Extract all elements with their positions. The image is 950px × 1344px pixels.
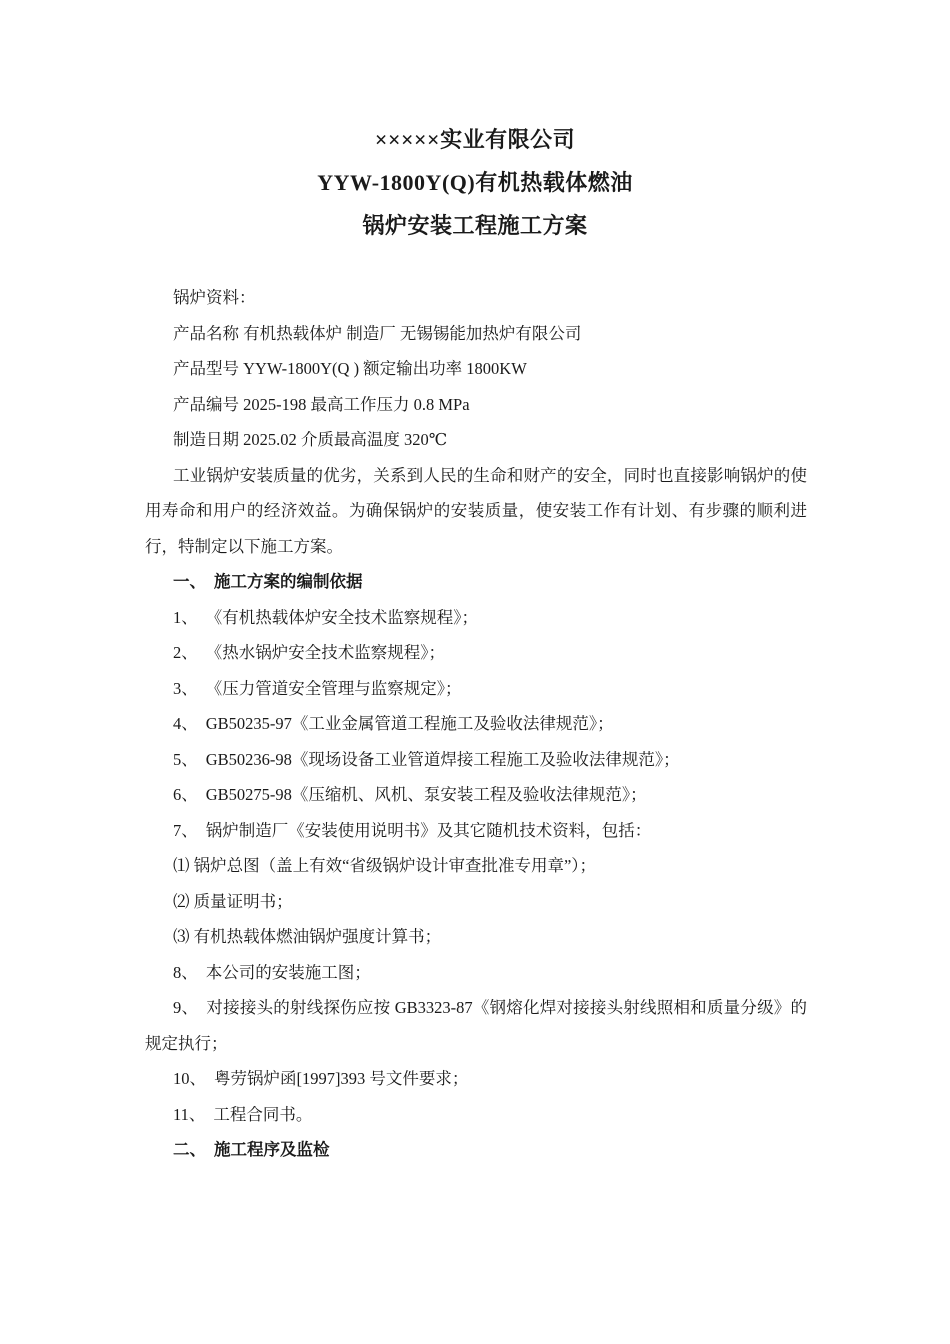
section-number: 一、 [173,572,206,591]
section-title: 施工方案的编制依据 [214,572,363,591]
list-item [145,600,807,636]
list-item [145,635,807,671]
title-plan: 锅炉安装工程施工方案 [362,213,588,238]
sub-list-item: ⑴ 锅炉总图（盖上有效“省级锅炉设计审查批准专用章”）； [173,856,597,875]
list-item-text: 《有机热载体炉安全技术监察规程》； [205,607,478,627]
section-heading [145,1132,807,1168]
boiler-info-row: 产品编号 2025-198 最高工作压力 0.8 MPa [173,394,470,414]
list-item [145,1097,807,1133]
list-item-number: 4、 [173,714,198,733]
list-item-number: 6、 [173,785,198,804]
list-item-number: 1、 [173,607,198,627]
list-item-text: GB50235-97《工业金属管道工程施工及验收法律规范》； [205,714,614,733]
list-item [145,955,807,991]
document-body [145,280,807,1168]
list-item-number: 9、 [173,998,199,1017]
title-boiler-model: YYW-1800Y(Q)有机热载体燃油 [317,170,633,195]
boiler-info-row: 产品型号 YYW-1800Y(Q ) 额定输出功率 1800KW [173,359,527,378]
list-item-text: 《热水锅炉安全技术监察规程》； [205,643,445,662]
intro-paragraph: 工业锅炉安装质量的优劣，关系到人民的生命和财产的安全，同时也直接影响锅炉的使用寿命和用户的经济效益。为确保锅炉的安装质量，使安装工作有计划、有步骤的顺利进行，特制定以下施工方案。 [145,465,807,556]
list-item [145,671,807,707]
list-item-number: 11、 [173,1104,206,1124]
sub-list-item: ⑶ 有机热载体燃油锅炉强度计算书； [173,927,442,946]
list-item [145,706,807,742]
list-item-number: 8、 [173,962,198,982]
boiler-info-label: 锅炉资料： [173,288,256,307]
boiler-info-row: 产品名称 有机热载体炉 制造厂 无锡锡能加热炉有限公司 [173,323,582,343]
list-item-text: 本公司的安装施工图； [205,962,371,982]
document-title [0,118,950,247]
list-item-text: 粤劳锅炉函[1997]393 号文件要求； [214,1069,469,1088]
list-item [145,813,807,849]
list-item-number: 7、 [173,820,198,840]
title-company: ×××××实业有限公司 [374,127,576,152]
list-item-text: 《压力管道安全管理与监察规定》； [205,678,462,698]
list-item-number: 10、 [173,1069,206,1088]
list-item [145,1061,807,1097]
list-item-text: GB50275-98《压缩机、风机、泵安装工程及验收法律规范》； [205,785,647,804]
section-number: 二、 [173,1140,206,1159]
list-item-text: 工程合同书。 [213,1104,313,1124]
section-title: 施工程序及监检 [214,1140,330,1159]
list-item-number: 3、 [173,678,198,698]
list-item-number: 2、 [173,643,198,662]
section-heading [145,564,807,600]
list-item-text: 对接接头的射线探伤应按 GB3323-87《钢熔化焊对接接头射线照相和质量分级》的规定执行； [145,998,808,1053]
list-item-text: 锅炉制造厂《安装使用说明书》及其它随机技术资料，包括： [205,820,652,840]
list-item [145,990,807,1061]
list-item [145,777,807,813]
list-item [145,742,807,778]
boiler-info-row: 制造日期 2025.02 介质最高温度 320℃ [173,430,448,449]
sub-list-item: ⑵ 质量证明书； [173,891,293,911]
list-item-number: 5、 [173,749,198,769]
list-item-text: GB50236-98《现场设备工业管道焊接工程施工及验收法律规范》； [205,749,680,769]
